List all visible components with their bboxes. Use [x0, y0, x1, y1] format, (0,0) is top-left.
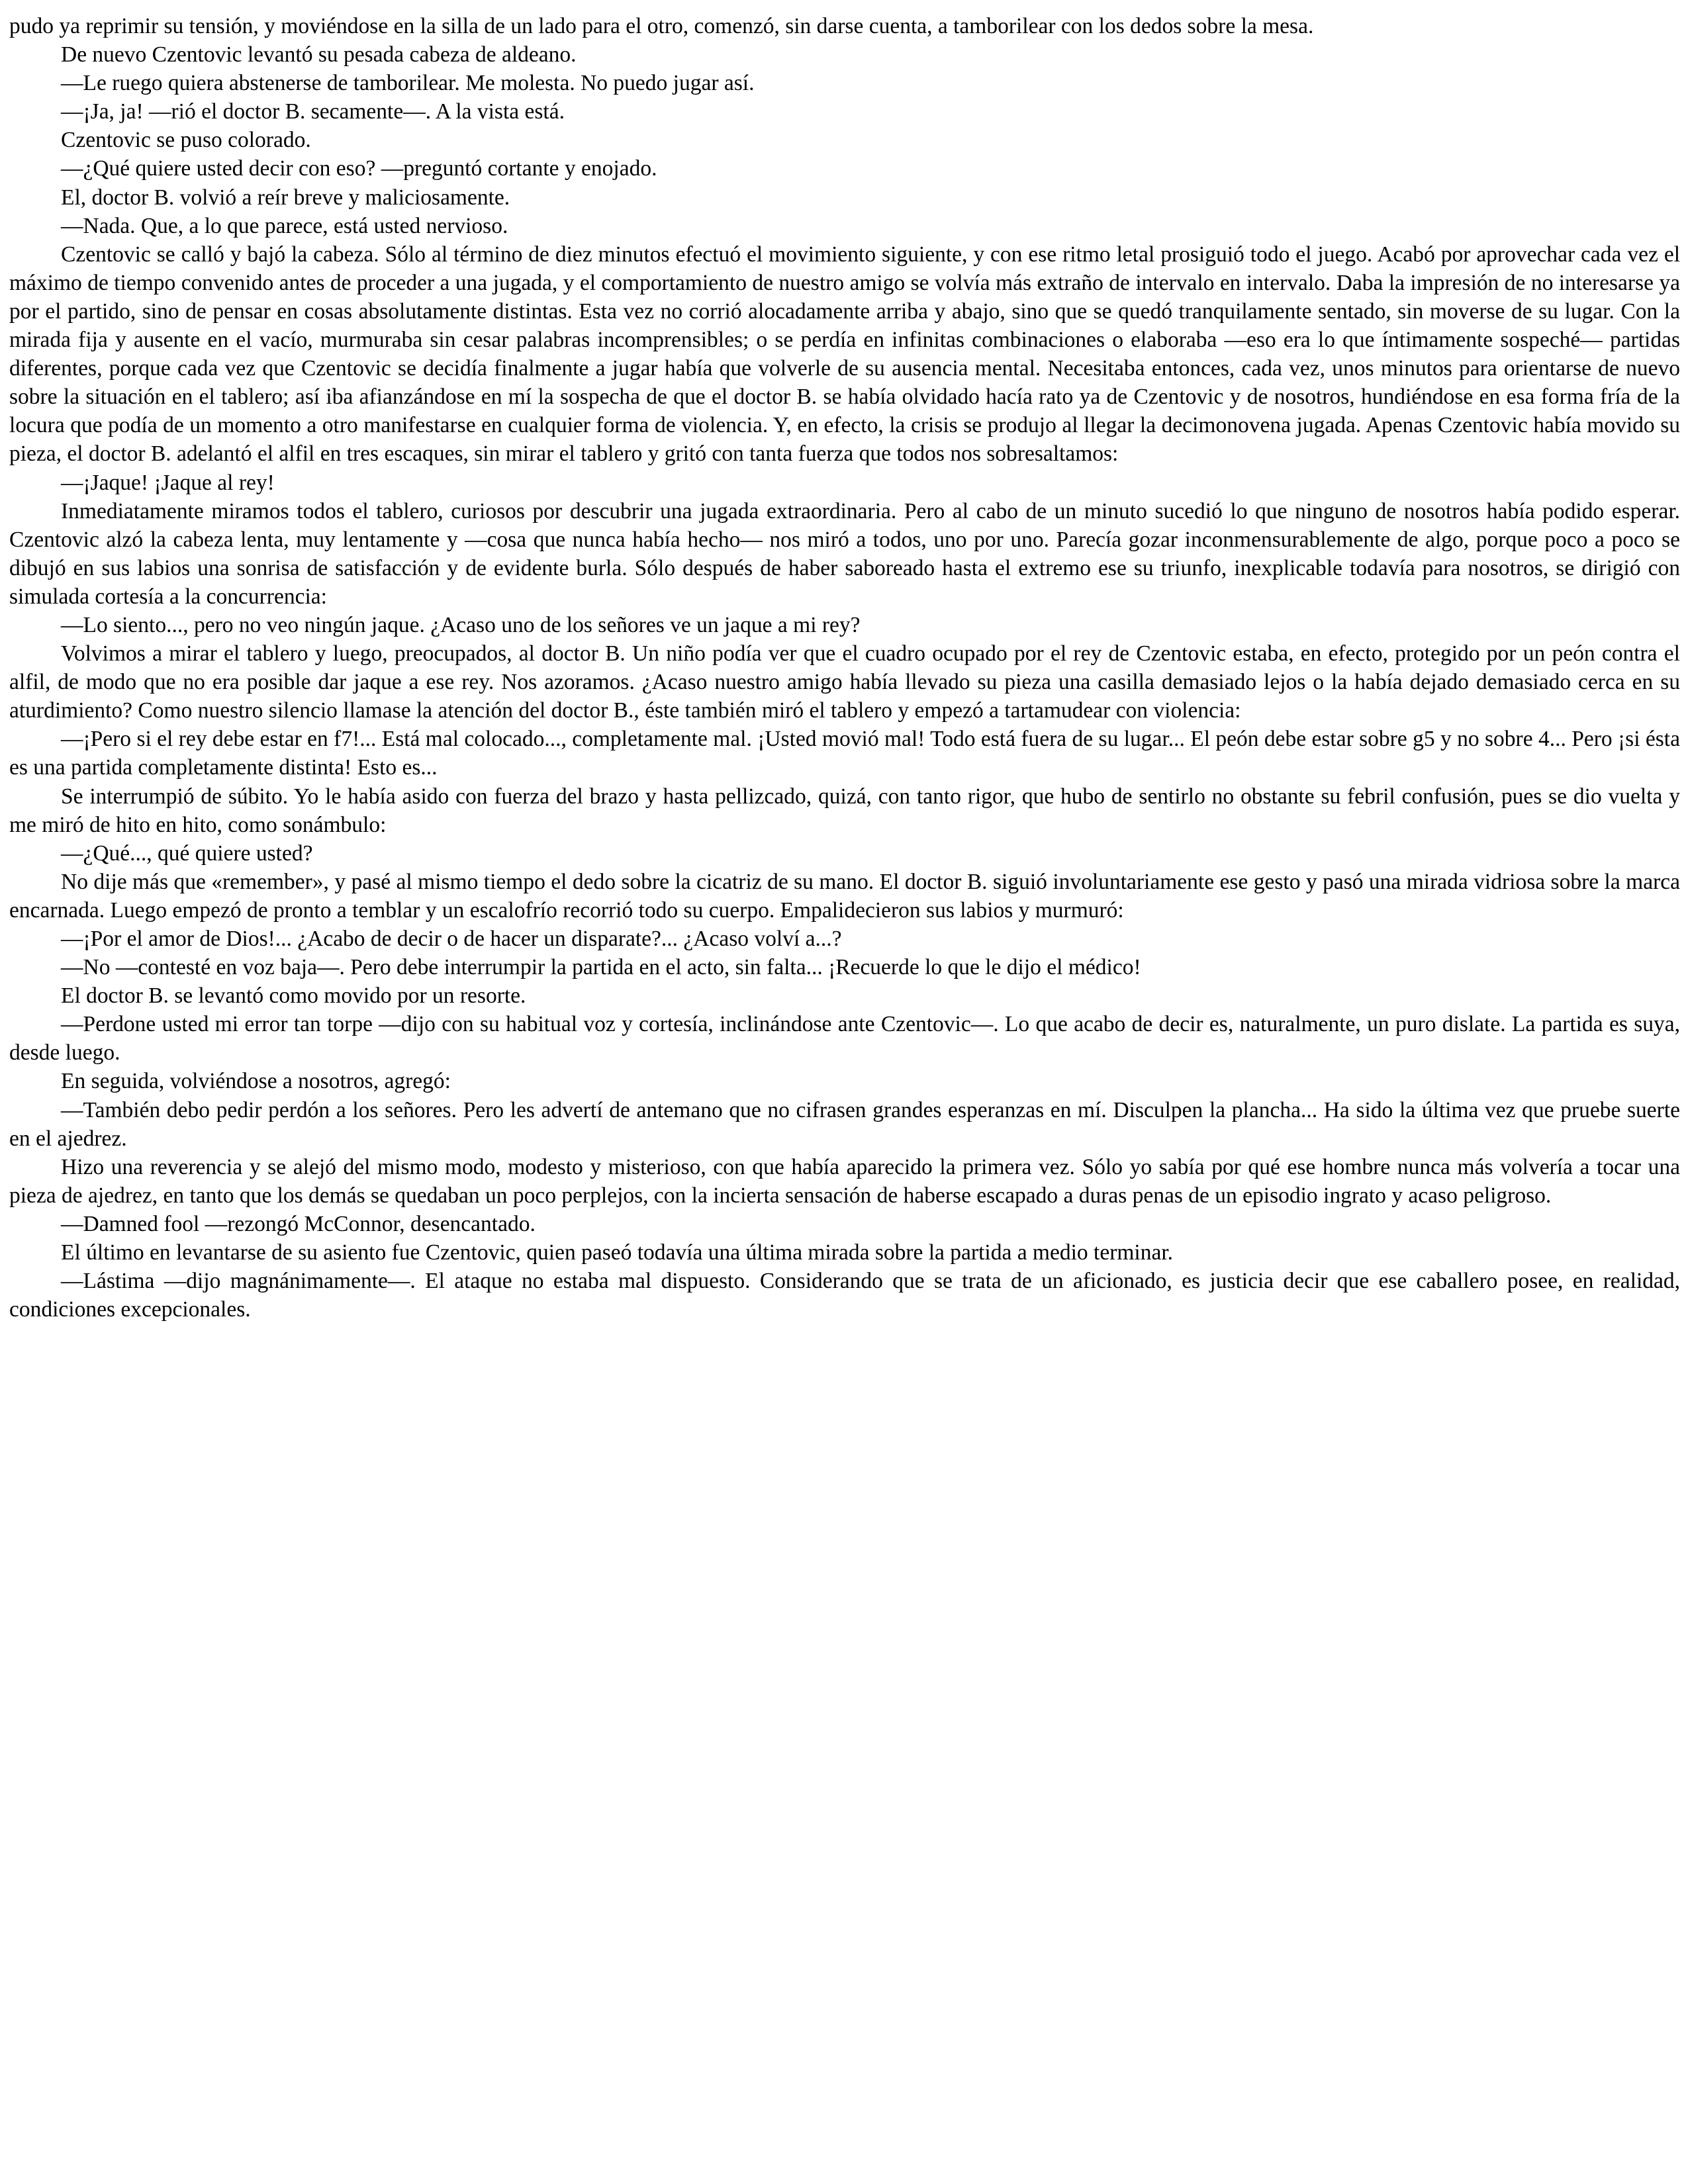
paragraph-7: El, doctor B. volvió a reír breve y maliciosamente.: [61, 185, 510, 210]
paragraph-9: Czentovic se calló y bajó la cabeza. Sólo al término de diez minutos efectuó el movimiento siguiente, y con ese ritmo letal prosiguió todo el juego. Acabó por aprovechar cada vez el máximo de tiempo convenido antes de proceder a una jugada, y el comportamiento de nuestro amigo se volvía más extraño de intervalo en intervalo. Daba la impresión de no interesarse ya por el partido, sino de pensar en cosas absolutamente distintas. Esta vez no corrió alocadamente arriba y abajo, sino que se quedó tranquilamente sentado, sin moverse de su lugar. Con la mirada fija y ausente en el vacío, murmuraba sin cesar palabras incomprensibles; o se perdía en infinitas combinaciones o elaboraba —eso era lo que íntimamente sospeché— partidas diferentes, porque cada vez que Czentovic se decidía finalmente a jugar había que volverle de su ausencia mental. Necesitaba entonces, cada vez, unos minutos para orientarse de nuevo sobre la situación en el tablero; así iba afianzándose en mí la sospecha de que el doctor B. se había olvidado hacía rato ya de Czentovic y de nosotros, hundiéndose en esa forma fría de la locura que podía de un momento a otro manifestarse en cualquier forma de violencia. Y, en efecto, la crisis se produjo al llegar la decimonovena jugada. Apenas Czentovic había movido su pieza, el doctor B. adelantó el alfil en tres escaques, sin mirar el tablero y gritó con tanta fuerza que todos nos sobresaltamos:: [9, 242, 1680, 467]
paragraph-20: El doctor B. se levantó como movido por un resorte.: [61, 983, 526, 1009]
paragraph-17: No dije más que «remember», y pasé al mismo tiempo el dedo sobre la cicatriz de su mano. El doctor B. siguió involuntariamente ese gesto y pasó una mirada vidriosa sobre la marca encarnada. Luego empezó de pronto a temblar y un escalofrío recorrió todo su cuerpo. Empalidecieron sus labios y murmuró:: [9, 869, 1680, 923]
paragraph-21: —Perdone usted mi error tan torpe —dijo con su habitual voz y cortesía, inclinándose ante Czentovic—. Lo que acabo de decir es, naturalmente, un puro dislate. La partida es suya, desde luego.: [9, 1012, 1680, 1066]
paragraph-4: —¡Ja, ja! —rió el doctor B. secamente—. A la vista está.: [61, 99, 565, 124]
paragraph-16: —¿Qué..., qué quiere usted?: [61, 841, 313, 866]
paragraph-10: —¡Jaque! ¡Jaque al rey!: [61, 470, 275, 495]
document-body: [9, 12, 1680, 1324]
paragraph-14: —¡Pero si el rey debe estar en f7!... Está mal colocado..., completamente mal. ¡Usted movió mal! Todo está fuera de su lugar... El peón debe estar sobre g5 y no sobre 4... Pero ¡si ésta es una partida completamente distinta! Esto es...: [9, 727, 1680, 780]
paragraph-19: —No —contesté en voz baja—. Pero debe interrumpir la partida en el acto, sin falta... ¡Recuerde lo que le dijo el médico!: [61, 955, 1141, 980]
paragraph-25: —Damned fool —rezongó McConnor, desencantado.: [61, 1211, 536, 1236]
paragraph-8: —Nada. Que, a lo que parece, está usted nervioso.: [61, 213, 508, 238]
paragraph-1: pudo ya reprimir su tensión, y moviéndose en la silla de un lado para el otro, comenzó, sin darse cuenta, a tamborilear con los dedos sobre la mesa.: [9, 14, 1314, 38]
paragraph-3: —Le ruego quiera abstenerse de tamborilear. Me molesta. No puedo jugar así.: [61, 71, 755, 96]
paragraph-27: —Lástima —dijo magnánimamente—. El ataque no estaba mal dispuesto. Considerando que se trata de un aficionado, es justicia decir que ese caballero posee, en realidad, condiciones excepcionales.: [9, 1269, 1680, 1322]
paragraph-23: —También debo pedir perdón a los señores. Pero les advertí de antemano que no cifrasen grandes esperanzas en mí. Disculpen la plancha... Ha sido la última vez que pruebe suerte en el ajedrez.: [9, 1097, 1680, 1151]
paragraph-24: Hizo una reverencia y se alejó del mismo modo, modesto y misterioso, con que había aparecido la primera vez. Sólo yo sabía por qué ese hombre nunca más volvería a tocar una pieza de ajedrez, en tanto que los demás se quedaban un poco perplejos, con la incierta sensación de haberse escapado a duras penas de un episodio ingrato y acaso peligroso.: [9, 1154, 1680, 1208]
paragraph-12: —Lo siento..., pero no veo ningún jaque. ¿Acaso uno de los señores ve un jaque a mi rey?: [61, 612, 861, 637]
paragraph-6: —¿Qué quiere usted decir con eso? —preguntó cortante y enojado.: [61, 156, 657, 181]
paragraph-26: El último en levantarse de su asiento fue Czentovic, quien paseó todavía una última mirada sobre la partida a medio terminar.: [61, 1240, 1174, 1265]
paragraph-18: —¡Por el amor de Dios!... ¿Acabo de decir o de hacer un disparate?... ¿Acaso volví a...?: [61, 927, 842, 951]
paragraph-22: En seguida, volviéndose a nosotros, agregó:: [61, 1069, 451, 1094]
paragraph-2: De nuevo Czentovic levantó su pesada cabeza de aldeano.: [61, 42, 577, 68]
paragraph-13: Volvimos a mirar el tablero y luego, preocupados, al doctor B. Un niño podía ver que el cuadro ocupado por el rey de Czentovic estaba, en efecto, protegido por un peón contra el alfil, de modo que no era posible dar jaque a ese rey. Nos azoramos. ¿Acaso nuestro amigo había llevado su pieza una casilla demasiado lejos o la había dejado demasiado cerca en su aturdimiento? Como nuestro silencio llamase la atención del doctor B., éste también miró el tablero y empezó a tartamudear con violencia:: [9, 641, 1680, 723]
paragraph-15: Se interrumpió de súbito. Yo le había asido con fuerza del brazo y hasta pellizcado, quizá, con tanto rigor, que hubo de sentirlo no obstante su febril confusión, pues se dio vuelta y me miró de hito en hito, como sonámbulo:: [9, 784, 1680, 837]
paragraph-11: Inmediatamente miramos todos el tablero, curiosos por descubrir una jugada extraordinaria. Pero al cabo de un minuto sucedió lo que ninguno de nosotros había podido esperar. Czentovic alzó la cabeza lenta, muy lentamente y —cosa que nunca había hecho— nos miró a todos, uno por uno. Parecía gozar inconmensurablemente de algo, porque poco a poco se dibujó en sus labios una sonrisa de satisfacción y de evidente burla. Sólo después de haber saboreado hasta el extremo ese su triunfo, inexplicable todavía para nosotros, se dirigió con simulada cortesía a la concurrencia:: [9, 498, 1680, 609]
paragraph-5: Czentovic se puso colorado.: [61, 128, 311, 153]
